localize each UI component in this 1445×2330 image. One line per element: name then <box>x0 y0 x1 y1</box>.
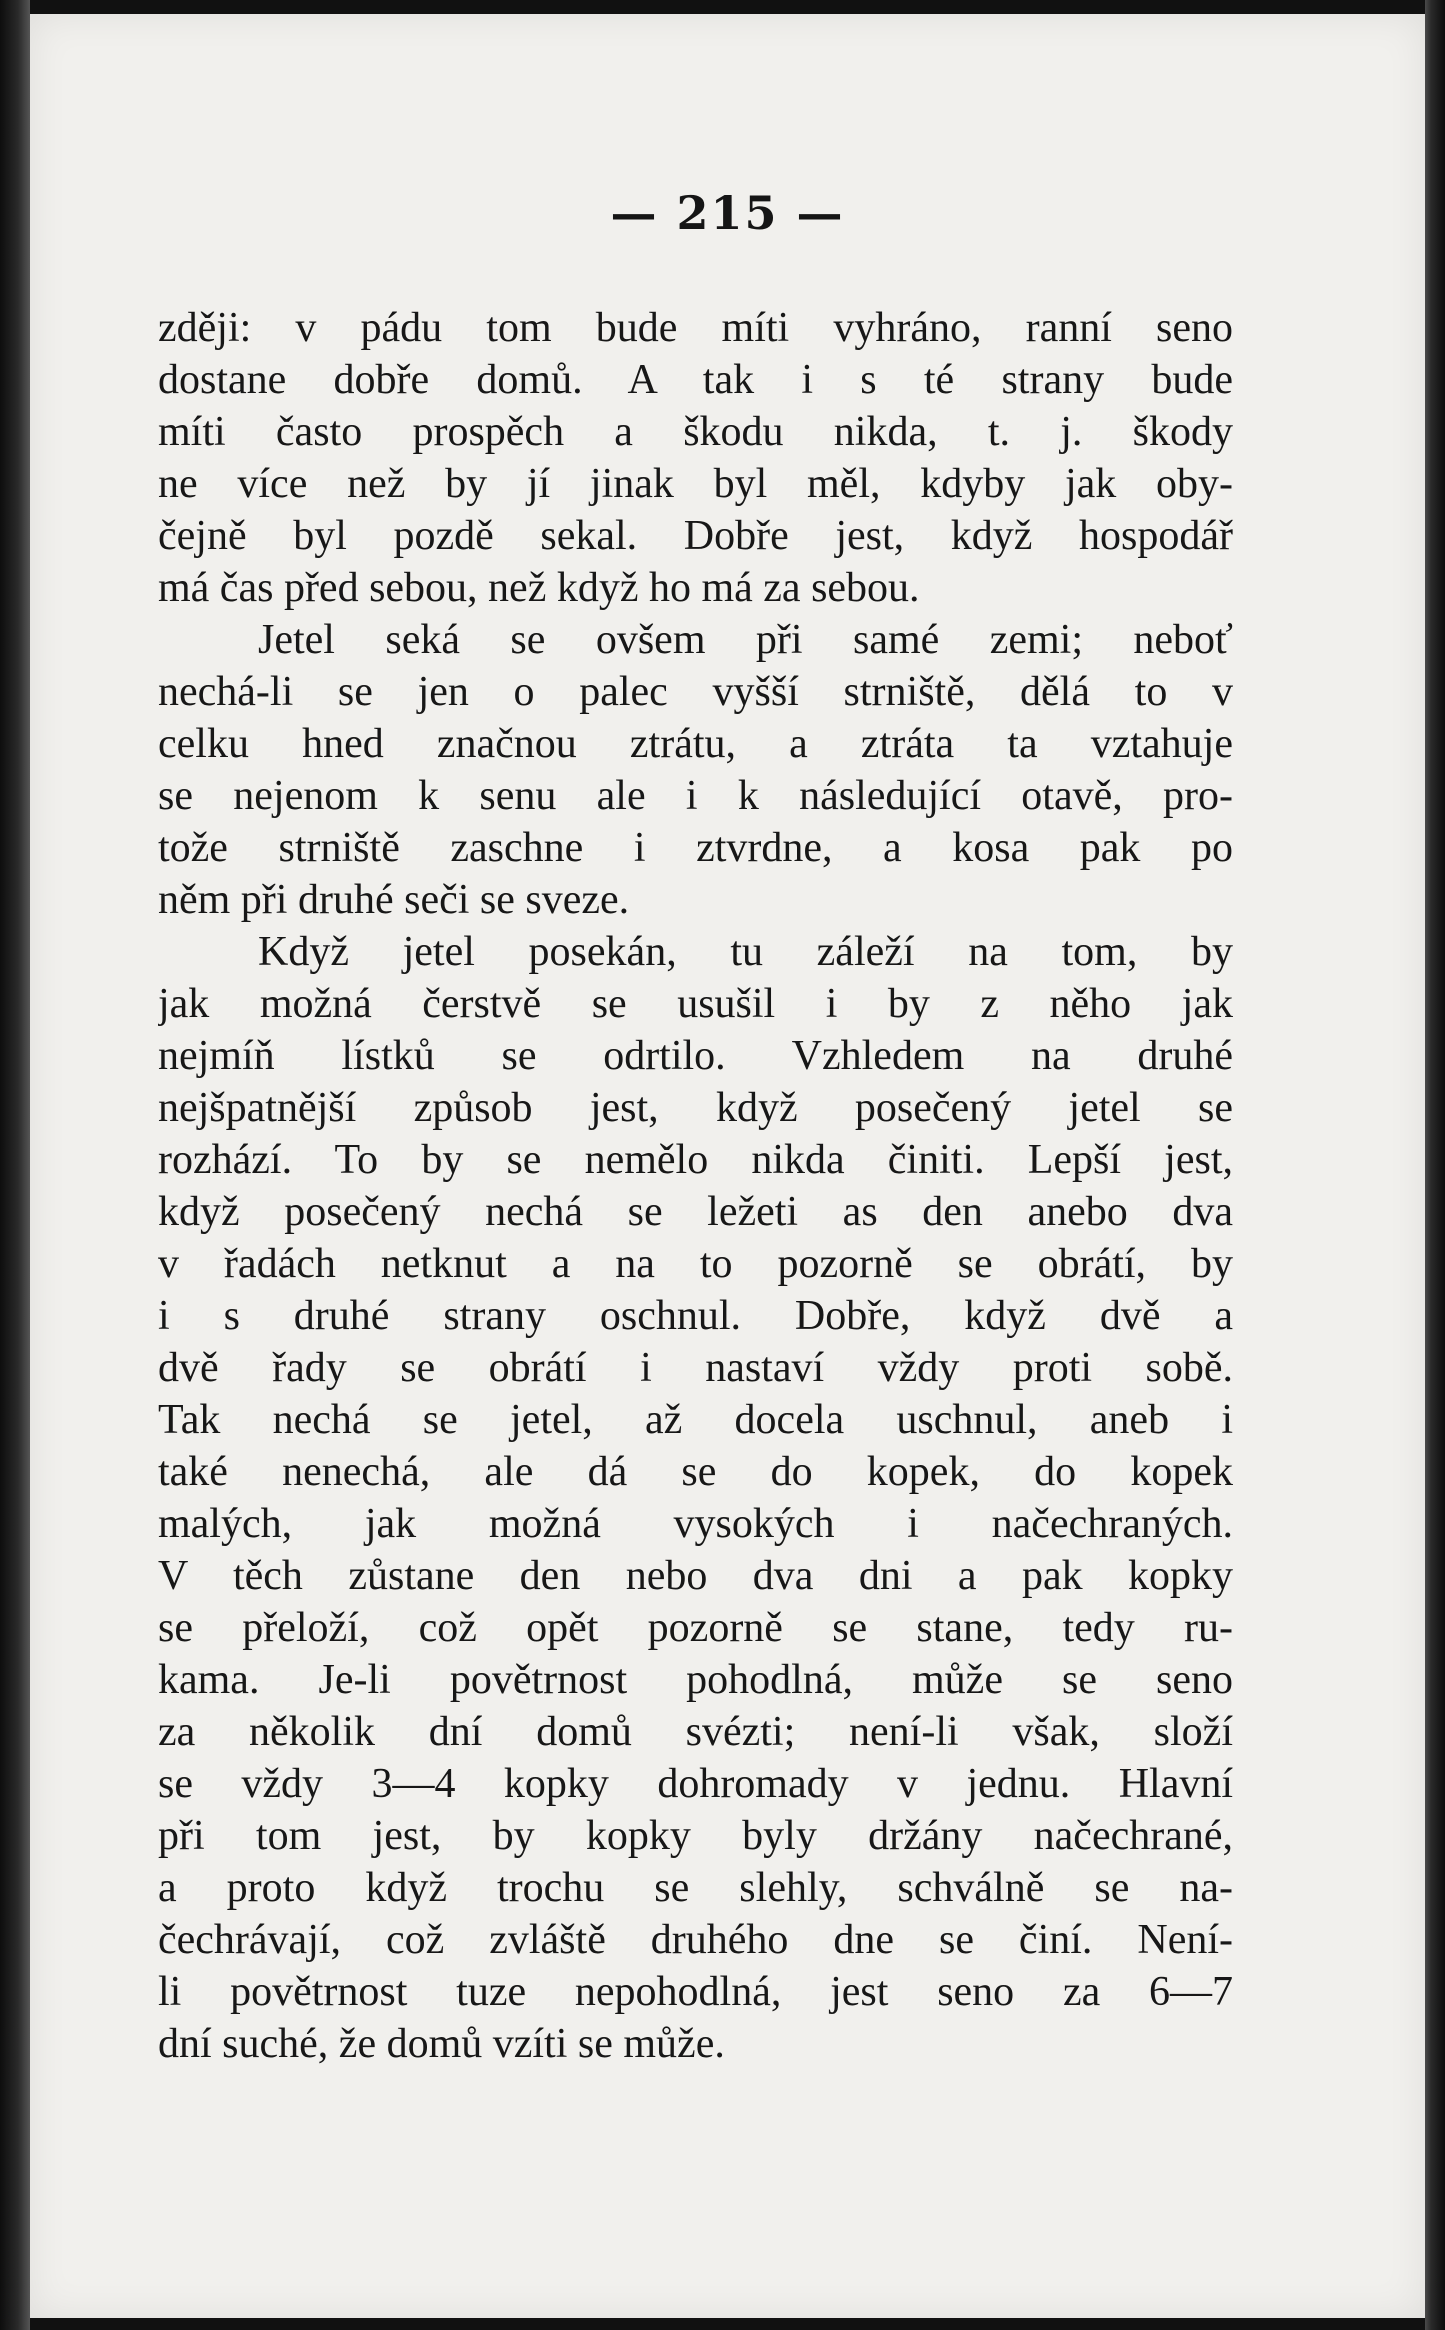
text-line: také nenechá, ale dá se do kopek, do kopek <box>158 1449 1233 1495</box>
page-number-header: — 215 — <box>610 186 845 240</box>
text-line: se vždy 3—4 kopky dohromady v jednu. Hlavní <box>158 1761 1233 1807</box>
text-line: malých, jak možná vysokých i načechraných. <box>158 1501 1233 1547</box>
text-line: tože strniště zaschne i ztvrdne, a kosa pak po <box>158 825 1233 871</box>
text-line: když posečený nechá se ležeti as den anebo dva <box>158 1189 1233 1235</box>
page-paper <box>30 14 1425 2318</box>
text-line: i s druhé strany oschnul. Dobře, když dvě a <box>158 1293 1233 1339</box>
text-line: Jetel seká se ovšem při samé zemi; neboť <box>258 617 1233 663</box>
text-line: čejně byl pozdě sekal. Dobře jest, když hospodář <box>158 513 1233 559</box>
text-line: při tom jest, by kopky byly držány načechrané, <box>158 1813 1233 1859</box>
body-text <box>158 302 1233 2070</box>
text-line: rozhází. To by se nemělo nikda činiti. Lepší jest, <box>158 1137 1233 1183</box>
page-edge-shadow <box>1425 0 1445 2330</box>
text-line: zději: v pádu tom bude míti vyhráno, ranní seno <box>158 305 1233 351</box>
text-line: Tak nechá se jetel, až docela uschnul, aneb i <box>158 1397 1233 1443</box>
text-line: se nejenom k senu ale i k následující otavě, pro- <box>158 773 1233 819</box>
text-line: za několik dní domů svézti; není-li však, složí <box>158 1709 1233 1755</box>
text-line: míti často prospěch a škodu nikda, t. j. škody <box>158 409 1233 455</box>
text-line: má čas před sebou, než když ho má za sebou. <box>158 565 920 611</box>
text-line: něm při druhé seči se sveze. <box>158 877 630 923</box>
text-line: kama. Je-li povětrnost pohodlná, může se seno <box>158 1657 1233 1703</box>
text-line: li povětrnost tuze nepohodlná, jest seno za 6—7 <box>158 1969 1233 2015</box>
text-line: dostane dobře domů. A tak i s té strany bude <box>158 357 1233 403</box>
text-line: a proto když trochu se slehly, schválně se na- <box>158 1865 1233 1911</box>
text-line: V těch zůstane den nebo dva dni a pak kopky <box>158 1553 1233 1599</box>
text-line: nejmíň lístků se odrtilo. Vzhledem na druhé <box>158 1033 1233 1079</box>
text-line: ne více než by jí jinak byl měl, kdyby jak oby- <box>158 461 1233 507</box>
book-spine-shadow <box>0 0 30 2330</box>
text-line: jak možná čerstvě se usušil i by z něho jak <box>158 981 1233 1027</box>
text-line: celku hned značnou ztrátu, a ztráta ta vztahuje <box>158 721 1233 767</box>
text-line: dvě řady se obrátí i nastaví vždy proti sobě. <box>158 1345 1233 1391</box>
text-line: Když jetel posekán, tu záleží na tom, by <box>258 929 1233 975</box>
text-line: se přeloží, což opět pozorně se stane, tedy ru- <box>158 1605 1233 1651</box>
text-line: dní suché, že domů vzíti se může. <box>158 2021 725 2067</box>
text-line: nechá-li se jen o palec vyšší strniště, dělá to v <box>158 669 1233 715</box>
text-line: čechrávají, což zvláště druhého dne se činí. Není- <box>158 1917 1233 1963</box>
text-line: v řadách netknut a na to pozorně se obrátí, by <box>158 1241 1233 1287</box>
text-line: nejšpatnější způsob jest, když posečený jetel se <box>158 1085 1233 1131</box>
